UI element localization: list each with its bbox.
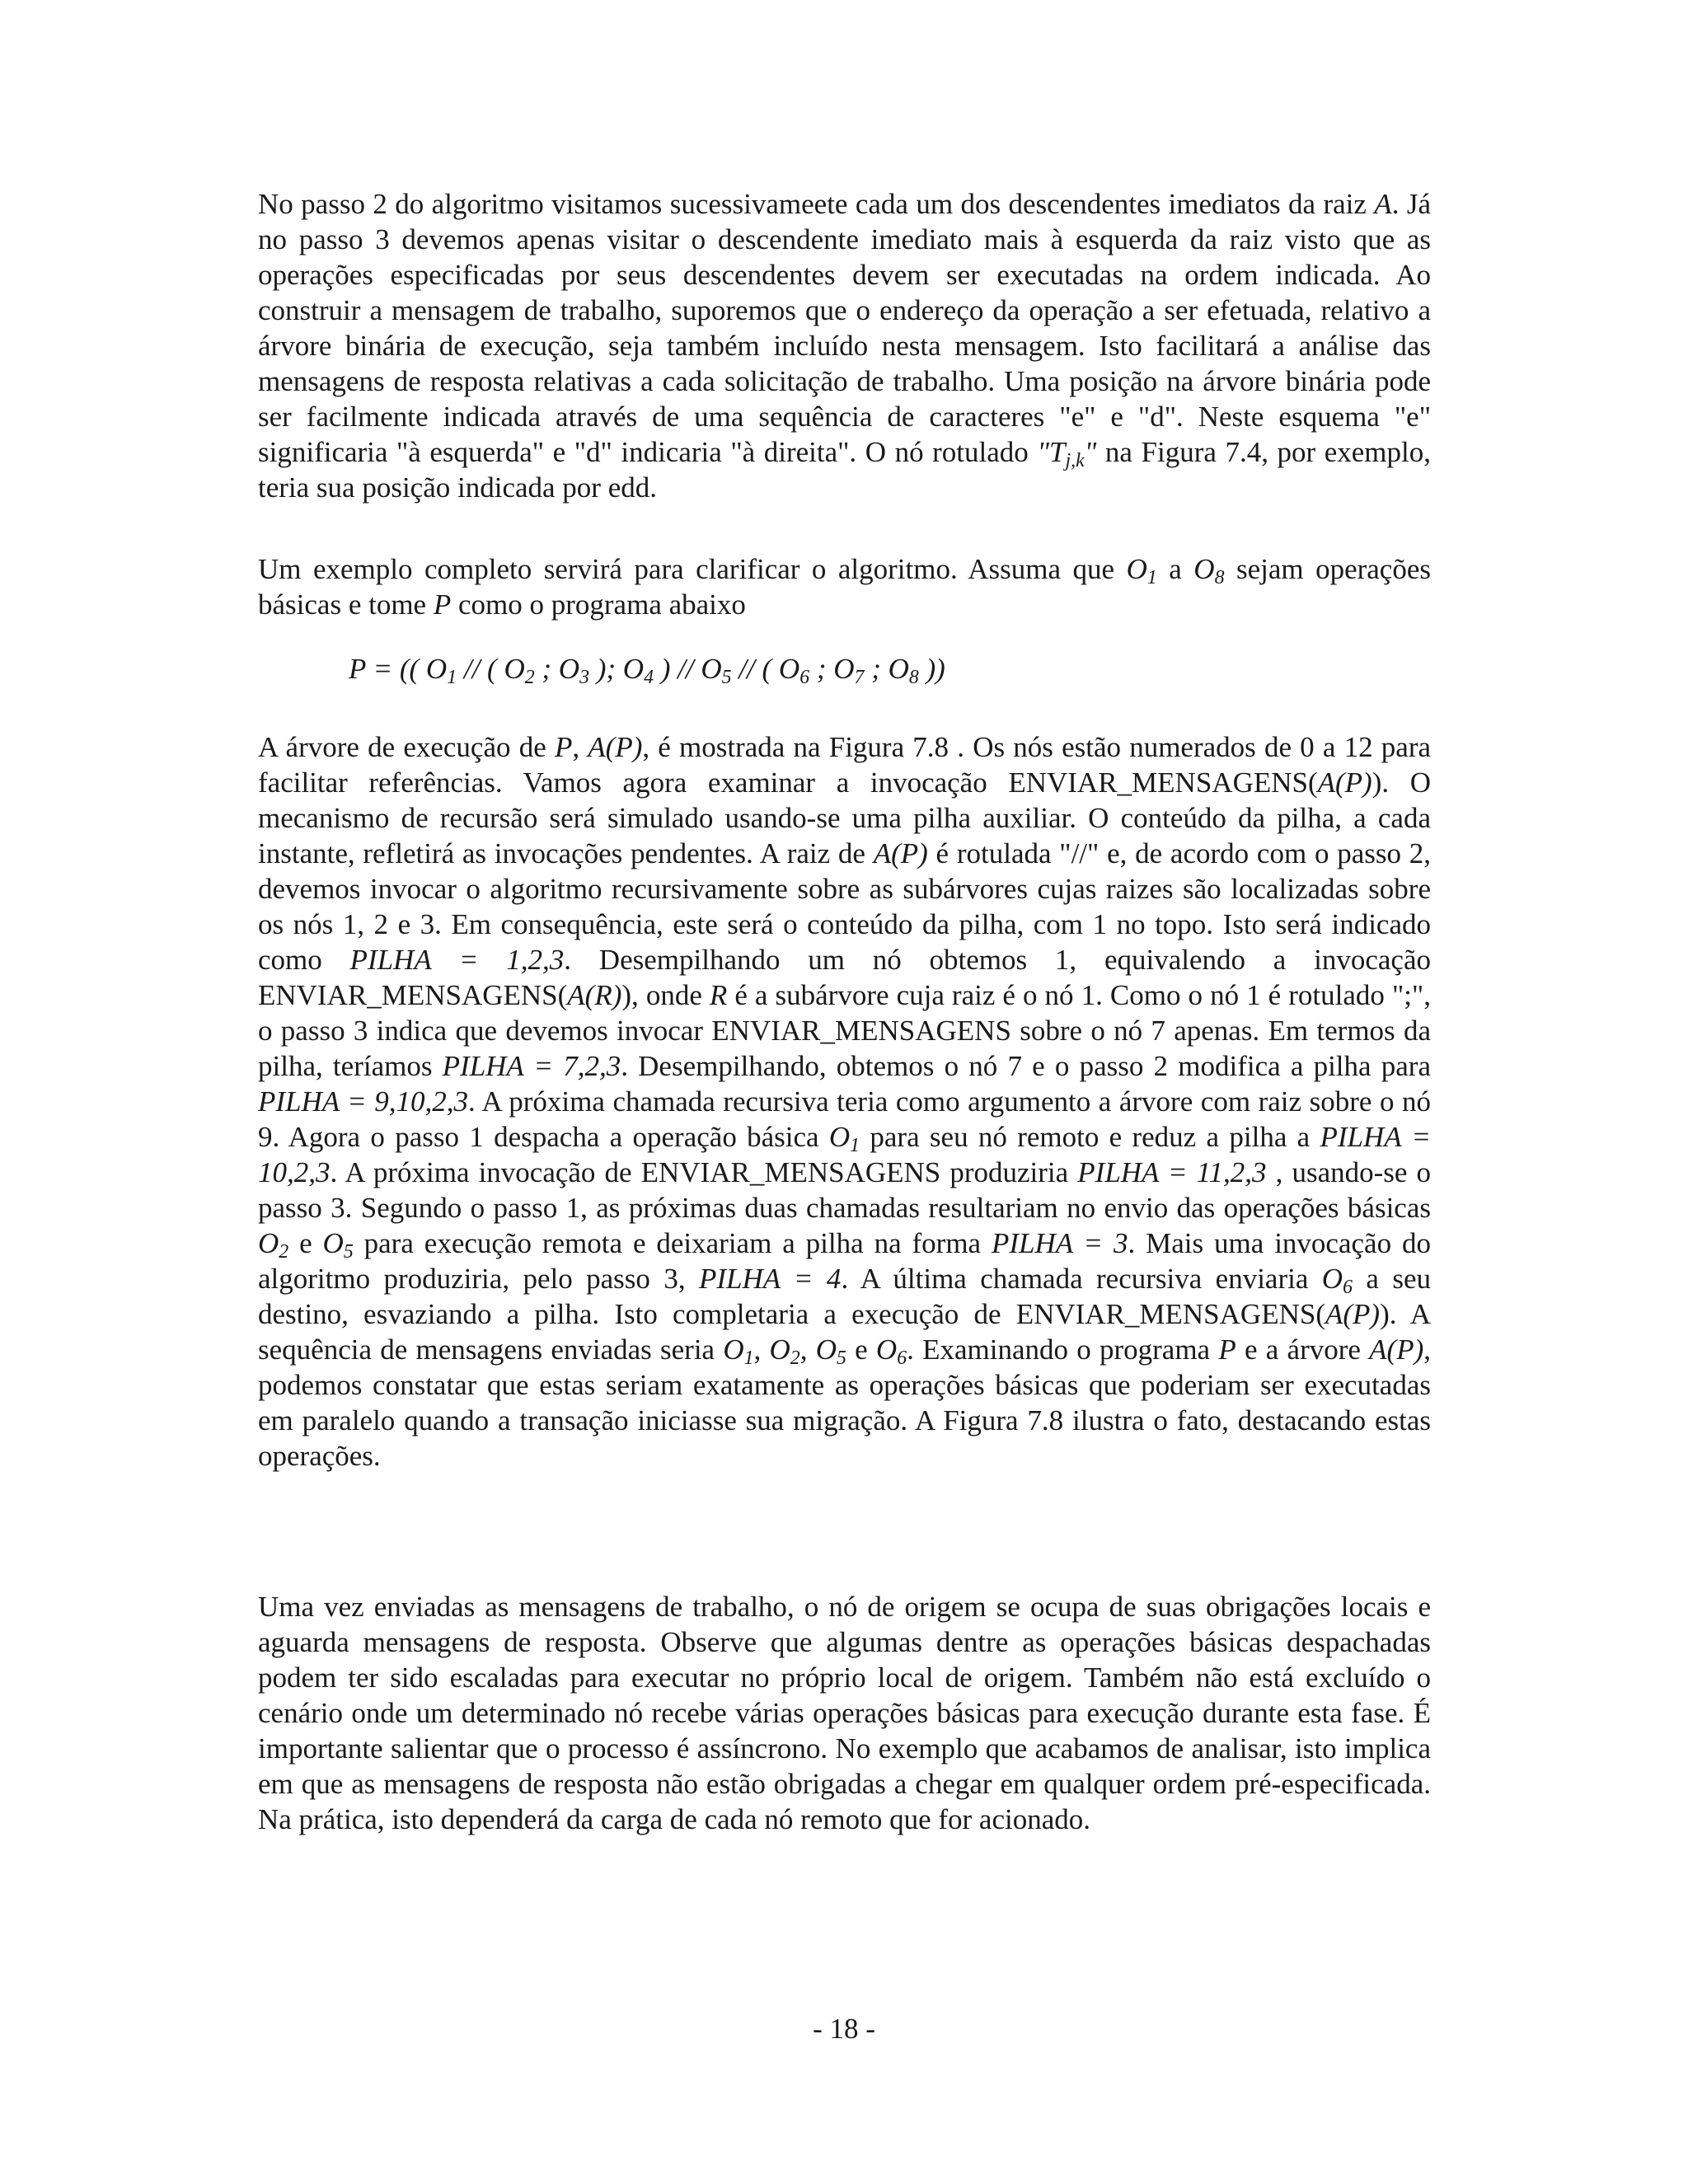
italic-run [1126,553,1157,588]
text-run: , [799,1333,816,1366]
text-run: . A próxima chamada recursiva teria como argumento a árvore com raiz sobre o nó 9. Agora o passo 1 despacha a operação básica [258,1085,1431,1153]
subscript: 6 [1343,1276,1353,1298]
text-run: é a subárvore cuja raiz é o nó 1. Como o nó 1 é rotulado ";", o passo 3 indica que devemos invocar ENVIAR_MENSAGENS sobre o nó 7 apenas. Em termos da pilha, teríamos [258,979,1431,1082]
formula-part: // ( O [457,653,525,685]
text-run: . Já no passo 3 devemos apenas visitar o descendente imediato mais à esquerda da raiz visto que as operações especificadas por seus descendentes devem ser executadas na ordem indicada. Ao construir a mensagem de trabalho, suporemos que o endereço da operação a ser efetuada, relativo a árvore binária de execução, seja também incluído nesta mensagem. Isto facilitará a análise das mensagens de resposta relativas a cada solicitação de trabalho. Uma posição na árvore binária pode ser facilmente indicada através de uma sequência de caracteres "e" e "d". Neste esquema "e" significaria "à esquerda" e "d" indicaria "à direita". O nó rotulado [258,188,1431,468]
italic-run: R [709,979,728,1011]
italic-run: PILHA = 9,10,2,3 [258,1085,468,1118]
text-run: , é mostrada na Figura 7.8 . Os nós estão numerados de 0 a 12 para facilitar referências. Vamos agora examinar a invocação ENVIAR_MENSAGENS( [258,731,1432,799]
formula-part: ; O [534,653,580,685]
italic-run [1193,553,1225,588]
text-run: e a árvore [1236,1333,1370,1366]
italic-run: P [554,731,573,763]
text-run: é rotulada "//" e, de acordo com o passo 2, devemos invocar o algoritmo recursivamente sobre as subárvores cujas raizes são localizadas sobre os nós 1, 2 e 3. Em consequência, este será o conteúdo da pilha, com 1 no topo. Isto será indicado como [258,837,1432,976]
italic-run: PILHA = 3 [992,1227,1128,1259]
italic-run: A(P) [1317,766,1372,799]
formula-part: )) [918,653,945,685]
subscript: 8 [908,666,919,688]
paragraph-3 [258,729,1431,1474]
text-run: para seu nó remoto e reduz a pilha a [860,1121,1320,1153]
subscript: 5 [343,1240,354,1263]
subscript: j,k [1065,449,1085,471]
italic-text: O [769,1333,790,1366]
italic-run: A(P) [1325,1298,1381,1330]
italic-run: A(P) [1369,1333,1424,1366]
italic-run: P [433,588,452,621]
italic-run [875,1333,907,1369]
subscript: 3 [579,666,589,688]
subscript: 2 [279,1240,289,1263]
text-run: ). A sequência de mensagens enviadas seria [258,1298,1431,1366]
italic-run [1321,1263,1353,1298]
text-run: e [846,1333,876,1366]
italic-text: O [322,1227,344,1259]
text-run: , usando-se o passo 3. Segundo o passo 1, as próximas duas chamadas resultariam no envio das operações básicas [258,1156,1432,1224]
italic-text: O [258,1227,279,1259]
italic-text: O [1126,553,1147,585]
italic-run: A(R) [567,979,622,1011]
formula-part: ) // O [654,653,722,685]
italic-text: " [1084,436,1097,468]
page-number: - 18 - [813,2013,875,2045]
text-run: Um exemplo completo servirá para clarificar o algoritmo. Assuma que [258,553,1127,585]
program-formula [349,651,945,687]
italic-text: "T [1037,436,1066,468]
subscript: 5 [721,666,732,688]
formula-part: ; O [864,653,909,685]
text-run: para execução remota e deixariam a pilha na forma [353,1227,992,1259]
text-run: a [1156,553,1194,585]
formula-part: ; O [809,653,855,685]
text-run: , [572,731,588,763]
text-run: como o programa abaixo [451,588,746,621]
subscript: 1 [850,1134,860,1156]
subscript: 6 [799,666,810,688]
text-run: e [288,1227,323,1259]
text-run: . A última chamada recursiva enviaria [841,1263,1322,1295]
text-run: . Examinando o programa [907,1333,1219,1366]
formula-part: P = (( O [349,653,448,685]
subscript: 1 [1146,566,1157,588]
text-run: ), onde [621,979,710,1011]
italic-text: O [723,1333,744,1366]
text-run: . Desempilhando um nó obtemos 1, equivalendo a invocação ENVIAR_MENSAGENS( [258,944,1431,1011]
text-run: , [753,1333,770,1366]
italic-run: A(P) [873,837,928,869]
italic-run [1037,436,1097,471]
text-run: No passo 2 do algoritmo visitamos sucessivameete cada um dos descendentes imediatos da raiz [258,188,1375,220]
formula-part: ); O [589,653,645,685]
italic-run: PILHA = 10,2,3 [258,1121,1431,1188]
italic-text: O [875,1333,898,1366]
italic-text: O [1321,1263,1343,1295]
subscript: 5 [836,1347,846,1369]
text-run: . Desempilhando, obtemos o nó 7 e o passo 2 modifica a pilha para [621,1050,1431,1082]
italic-text: O [828,1121,851,1153]
subscript: 4 [644,666,654,688]
paragraph-2 [258,551,1431,622]
italic-run [815,1333,846,1369]
italic-run: PILHA = 1,2,3 [349,944,565,976]
text-run: Uma vez enviadas as mensagens de trabalho, o nó de origem se ocupa de suas obrigações locais e aguarda mensagens de resposta. Observe que algumas dentre as operações básicas despachadas podem ter sido escaladas para executar no próprio local de origem. Também não está excluído o cenário onde um determinado nó recebe várias operações básicas para execução durante esta fase. É importante salientar que o processo é assíncrono. No exemplo que acabamos de analisar, isto implica em que as mensagens de resposta não estão obrigadas a chegar em qualquer ordem pré-especificada. Na prática, isto dependerá da carga de cada nó remoto que for acionado. [258,1591,1431,1835]
italic-run [723,1333,754,1369]
italic-text: O [815,1333,837,1366]
subscript: 2 [790,1347,800,1369]
formula-part: // ( O [731,653,800,685]
text-run: a seu destino, esvaziando a pilha. Isto completaria a execução de ENVIAR_MENSAGENS( [258,1263,1431,1330]
italic-text: O [1193,553,1215,585]
paragraph-4 [258,1589,1431,1837]
text-run: A árvore de execução de [258,731,555,763]
text-run: . Mais uma invocação do algoritmo produziria, pelo passo 3, [258,1227,1431,1295]
subscript: 6 [897,1347,907,1369]
text-run: na Figura 7.4, por exemplo, teria sua posição indicada por edd. [258,436,1431,504]
paragraph-1 [258,186,1431,505]
italic-run: PILHA = 11,2,3 [1077,1156,1267,1188]
italic-run [769,1333,800,1369]
italic-run: P [1218,1333,1236,1366]
subscript: 1 [743,1347,754,1369]
text-run: sejam operações básicas e tome [258,553,1431,621]
subscript: 7 [854,666,865,688]
italic-run [828,1121,860,1156]
subscript: 8 [1214,566,1225,588]
italic-run [322,1227,354,1263]
text-run: ). O mecanismo de recursão será simulado usando-se uma pilha auxiliar. O conteúdo da pilha, a cada instante, refletirá as invocações pendentes. A raiz de [258,766,1432,869]
subscript: 2 [524,666,535,688]
text-run: , podemos constatar que estas seriam exatamente as operações básicas que poderiam ser executadas em paralelo quando a transação iniciasse sua migração. A Figura 7.8 ilustra o fato, destacando estas operações. [258,1333,1431,1472]
italic-run: A(P) [588,731,643,763]
italic-run: PILHA = 4 [698,1263,842,1295]
subscript: 1 [447,666,457,688]
italic-run: PILHA = 7,2,3 [442,1050,621,1082]
italic-run [258,1227,289,1263]
italic-run: A [1374,188,1392,220]
text-run: . A próxima invocação de ENVIAR_MENSAGENS produziria [330,1156,1078,1188]
